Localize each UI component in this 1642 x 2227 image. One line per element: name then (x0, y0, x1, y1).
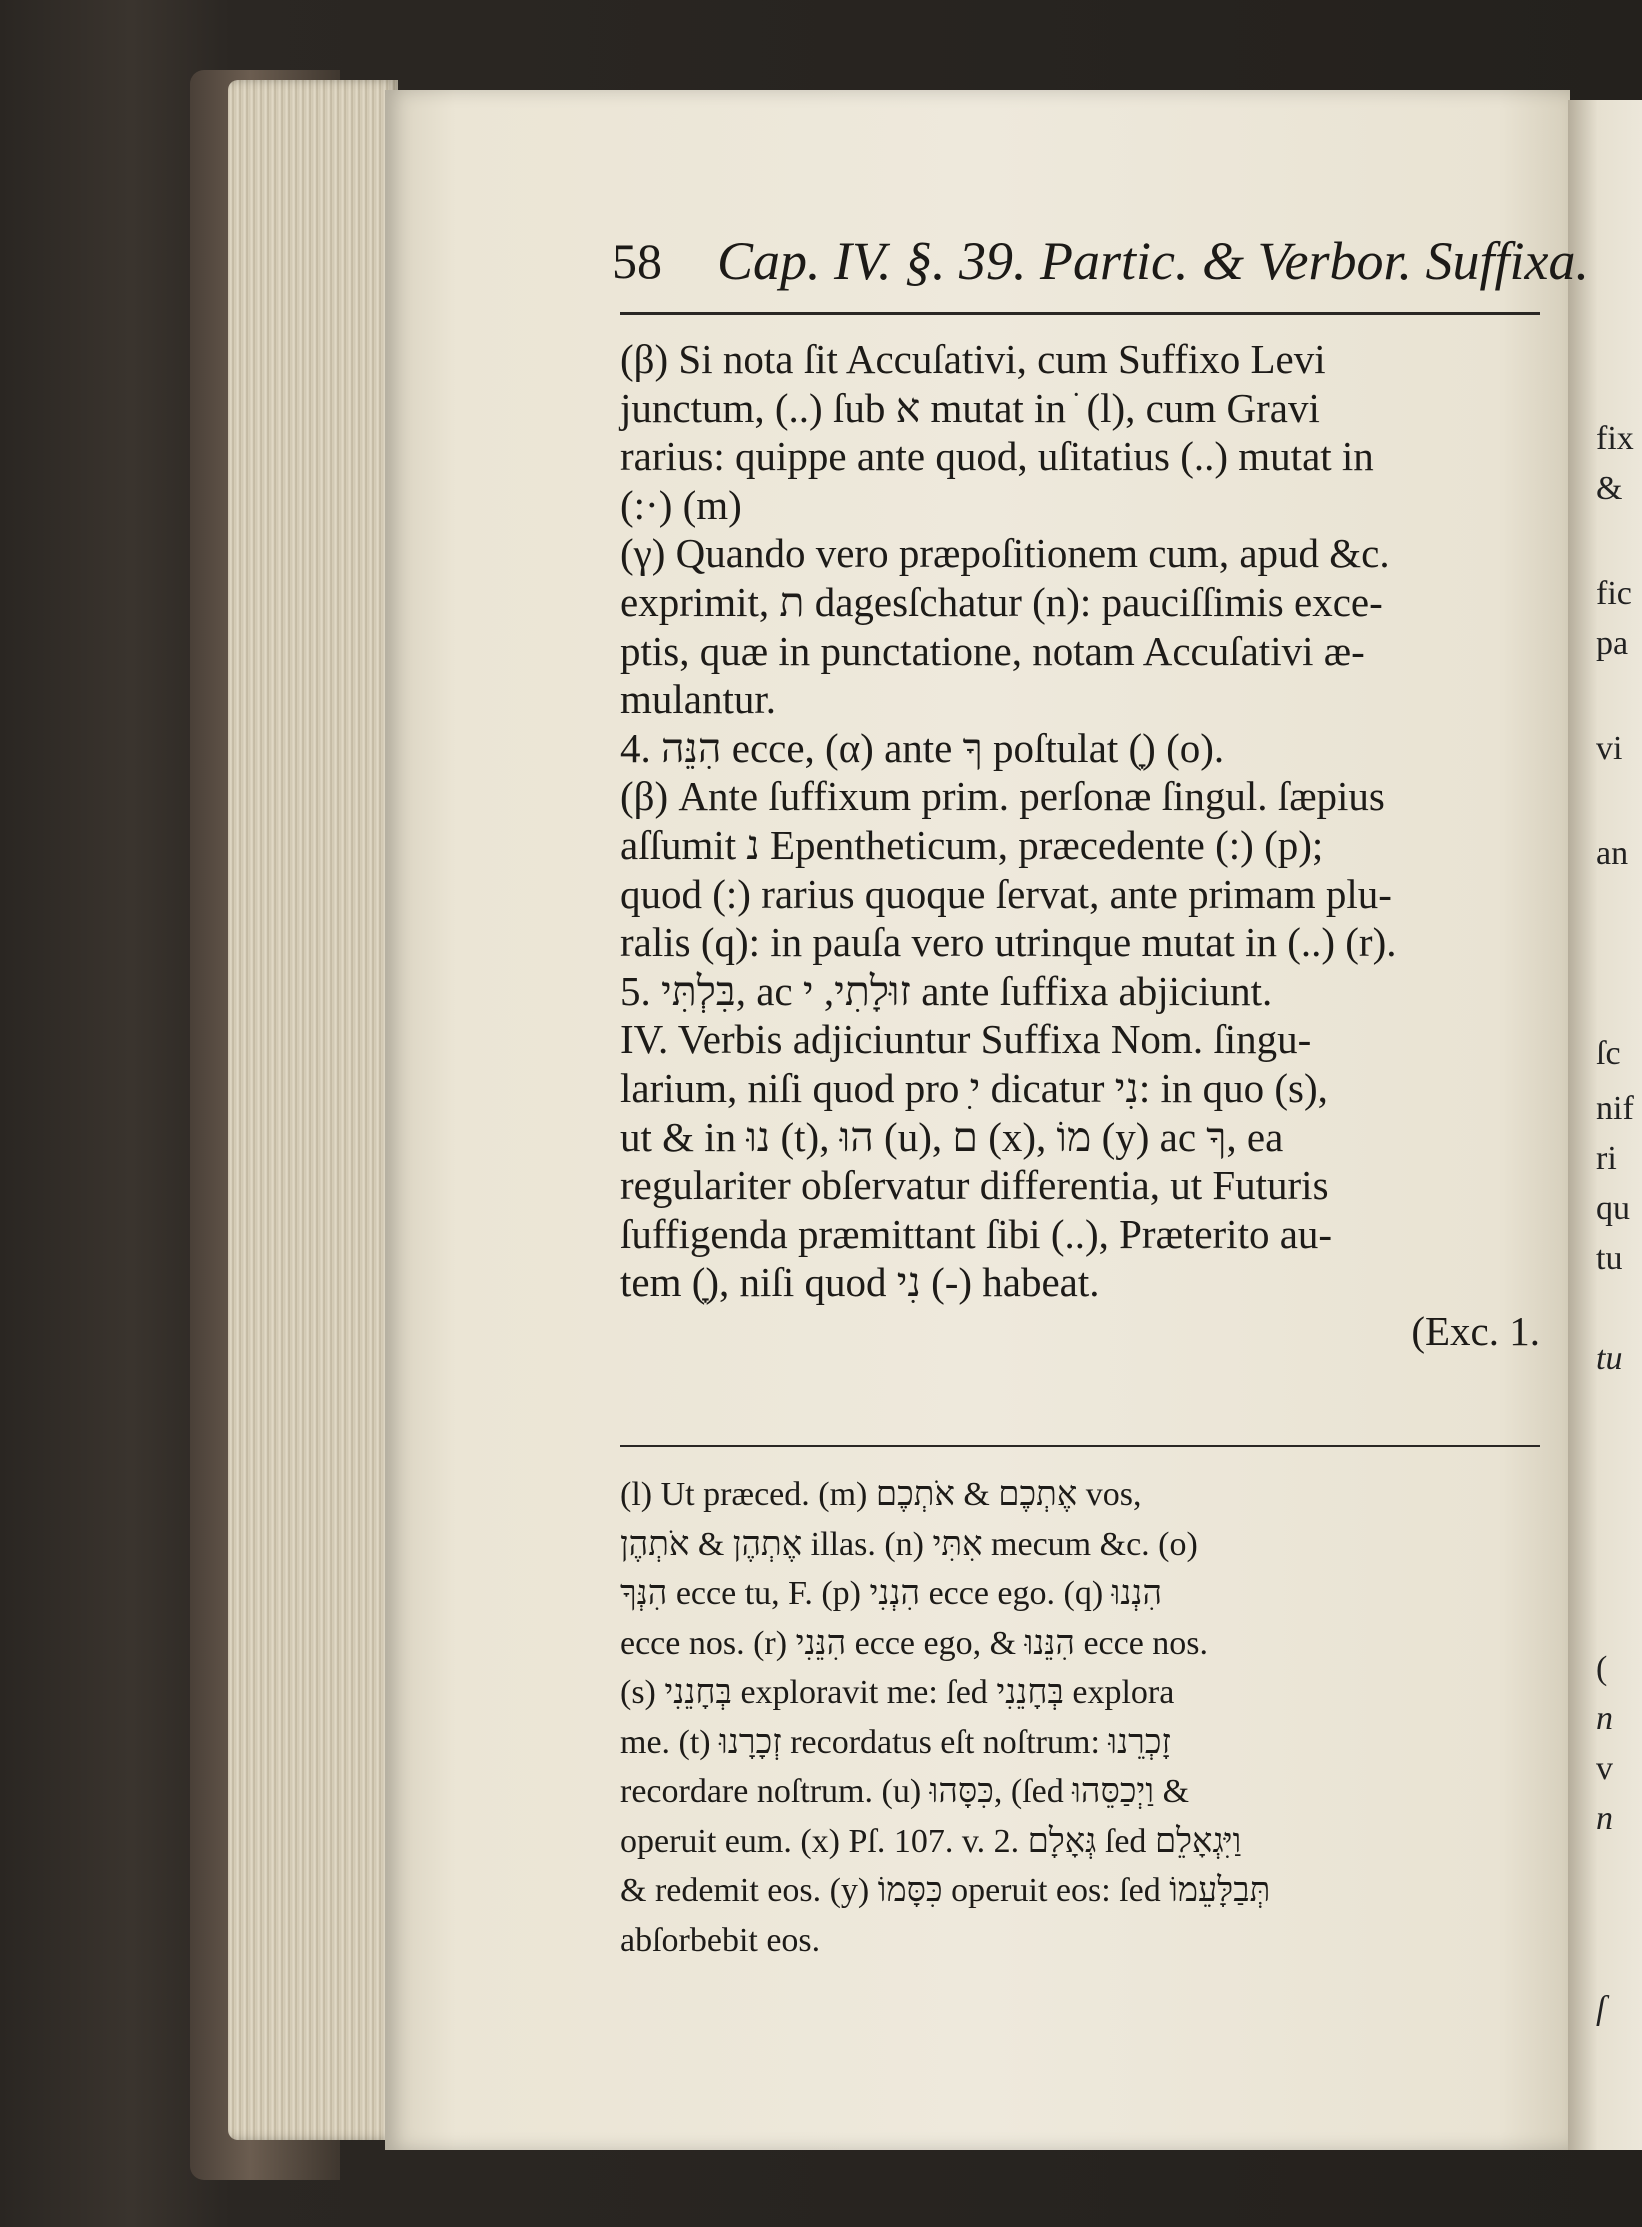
next-page-fragment: tu (1596, 1240, 1623, 1277)
next-page-fragment: ri (1596, 1140, 1617, 1177)
footnote-line: recordare noſtrum. (u) כִּסָּהוּ, (ſed וַיְכַסֵּהוּ & (620, 1773, 1190, 1810)
text-line: aſſumit נ Epentheticum, præcedente (:) (p); (620, 821, 1324, 868)
next-page-fragment: an (1596, 835, 1629, 872)
next-page-edge (1568, 100, 1642, 2150)
text-line: quod (:) rarius quoque ſervat, ante primam plu- (620, 870, 1392, 917)
text-line: 4. הִנֵּה ecce, (α) ante ךָ poſtulat (ָ) (o). (620, 724, 1225, 771)
text-line: (β) Si nota ſit Accuſativi, cum Suffixo Levi (620, 336, 1326, 382)
text-line: ſuffigenda præmittant ſibi (..), Præterito au- (620, 1210, 1333, 1257)
footnote-line: הִנְּךָ ecce tu, F. (p) הִנְנִי ecce ego. (q) הִנְנוּ (620, 1575, 1163, 1612)
next-page-fragment: tu (1596, 1340, 1623, 1377)
footnote-line: & redemit eos. (y) כִּסָּמוֹ operuit eos: ſed תְּבַלָּעֵמוֹ (620, 1872, 1271, 1909)
next-page-fragment: ( (1596, 1650, 1608, 1687)
next-page-fragment: vi (1596, 730, 1623, 767)
page-number: 58 (612, 233, 662, 289)
footnote-line: (l) Ut præced. (m) אֶתְכֶם & אֹתְכֶם vos, (620, 1476, 1142, 1513)
catchword: (Exc. 1. (1411, 1307, 1540, 1354)
text-line: ralis (q): in pauſa vero utrinque mutat in (..) (r). (620, 919, 1397, 966)
text-line: IV. Verbis adjiciuntur Suffixa Nom. ſingu- (620, 1016, 1312, 1063)
text-line: tem (ָ), niſi quod נִי (-) habeat. (620, 1259, 1100, 1306)
next-page-fragment: n (1596, 1700, 1613, 1737)
text-line: (β) Ante ſuffixum prim. perſonæ ſingul. ſæpius (620, 773, 1385, 820)
text-line: rarius: quippe ante quod, uſitatius (..) mutat in (620, 433, 1374, 480)
footnote-line: me. (t) זְכָרָנוּ recordatus eſt noſtrum: זָכְרֵנוּ (620, 1723, 1171, 1761)
next-page-fragment: v (1596, 1750, 1613, 1787)
text-line: (:·) (m) (620, 481, 742, 528)
next-page-fragment: n (1596, 1800, 1613, 1837)
text-line: (γ) Quando vero præpoſitionem cum, apud &c. (620, 530, 1390, 577)
next-page-fragment: qu (1596, 1190, 1630, 1227)
footnotes (620, 1470, 1540, 1965)
text-line: regulariter obſervatur differentia, ut Futuris (620, 1162, 1329, 1209)
footnote-line: ecce nos. (r) הִנֵּנִי ecce ego, & הִנֵּנוּ ecce nos. (620, 1624, 1209, 1662)
next-page-fragment: & (1596, 470, 1623, 507)
text-line: junctum, (..) ſub א mutat in ֹ (l), cum Gravi (620, 384, 1320, 431)
main-text (620, 335, 1540, 1355)
footnote-line: (s) בְּחָנֵנִי exploravit me: ſed בְּחָנֵנִי explora (620, 1674, 1175, 1711)
next-page-fragment: ſc (1596, 1035, 1621, 1072)
text-line: ptis, quæ in punctatione, notam Accuſativi æ- (620, 627, 1365, 674)
footnote-line: abſorbebit eos. (620, 1921, 821, 1959)
footnote-line: אֶתְהֶן & אֹתְהֶן illas. (n) אִתִּי mecum &c. (o) (620, 1525, 1198, 1563)
footnote-rule (620, 1445, 1540, 1447)
text-line: ut & in נוּ (t), הוּ (u), ם (x), מוֹ (y) ac ךָ, ea (620, 1113, 1284, 1160)
text-line: mulantur. (620, 676, 777, 723)
next-page-fragment: nif (1596, 1090, 1634, 1127)
text-line: 5. בִּלְתִּי, ac זוּלָתִי, י ante ſuffixa abjiciunt. (620, 967, 1273, 1014)
running-title: Cap. IV. §. 39. Partic. & Verbor. Suffixa. (717, 231, 1589, 291)
next-page-fragment: fic (1596, 575, 1632, 612)
text-line: larium, niſi quod pro ִי dicatur נִי: in quo (s), (620, 1064, 1328, 1111)
next-page-fragment: pa (1596, 625, 1629, 662)
page-edges (228, 80, 398, 2140)
footnote-line: operuit eum. (x) Pſ. 107. v. 2. גְּאָלָם ſed וַיִּגְאָלֵם (620, 1822, 1242, 1860)
next-page-fragment: ſ (1596, 1990, 1606, 2027)
header-rule (620, 312, 1540, 315)
next-page-fragment: fix (1596, 420, 1634, 457)
running-header (612, 231, 1589, 292)
text-line: exprimit, ת dagesſchatur (n): pauciſſimis exce- (620, 578, 1383, 625)
